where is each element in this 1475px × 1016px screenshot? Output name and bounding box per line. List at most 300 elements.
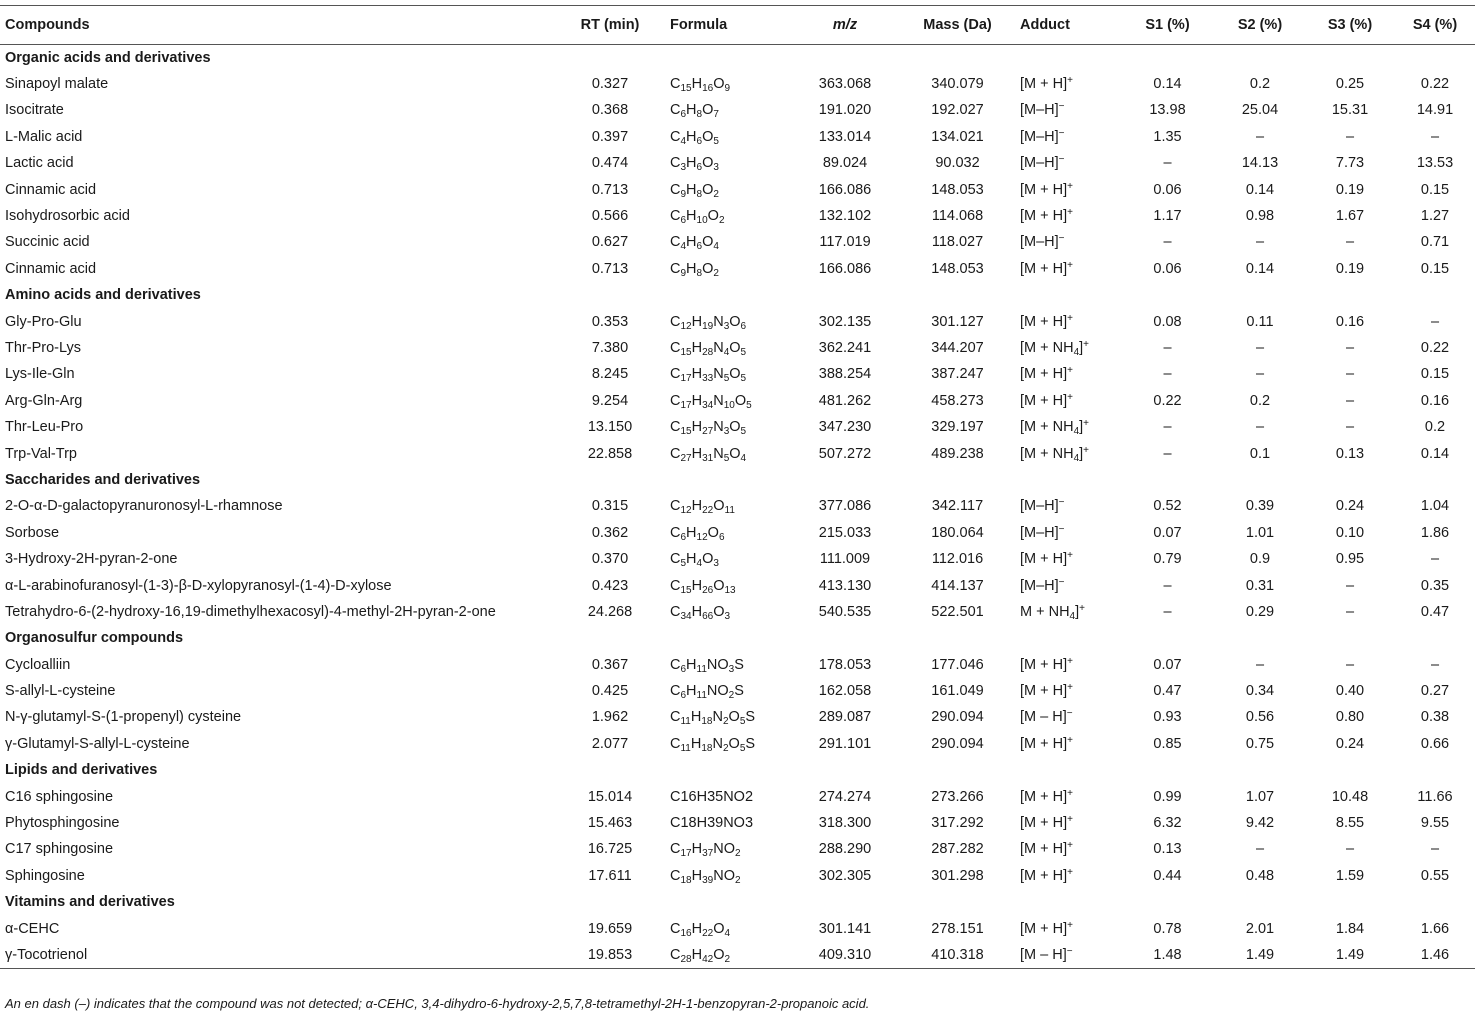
cell-formula: $C_9H_8O_2$ [670, 260, 719, 279]
cell-s1: – [1163, 603, 1172, 620]
cell-rt: 19.659 [587, 920, 633, 937]
cell-compound: N-γ-glutamyl-S-(1-propenyl) cysteine [5, 709, 242, 726]
cell-formula: $C_{15}H_{27}N_3O_5$ [670, 419, 747, 438]
cell-compound: Arg-Gln-Arg [5, 392, 83, 409]
cell-s4: 1.86 [1420, 524, 1450, 541]
cell-mass: 180.064 [931, 524, 984, 541]
cell-compound: 3-Hydroxy-2H-pyran-2-one [5, 551, 178, 568]
cell-s3: – [1345, 656, 1355, 673]
cell-s1: – [1163, 445, 1172, 462]
cell-s4: – [1430, 656, 1440, 673]
cell-formula: $C_{17}H_{37}NO_2$ [670, 841, 741, 860]
cell-adduct: [M + H]+ [1020, 312, 1073, 330]
table-row [0, 651, 1475, 677]
cell-s1: 0.06 [1153, 260, 1182, 277]
cell-s3: 10.48 [1331, 788, 1369, 805]
cell-adduct: [M + H]+ [1020, 75, 1073, 93]
cell-adduct: [M + H]+ [1020, 840, 1073, 858]
cell-compound: Gly-Pro-Glu [5, 313, 82, 330]
table-row [0, 229, 1475, 255]
group-title: Organic acids and derivatives [5, 49, 211, 66]
cell-s3: – [1345, 577, 1355, 594]
cell-mass: 414.137 [931, 577, 984, 594]
cell-s1: 0.85 [1153, 735, 1182, 752]
group-header-row [0, 467, 1475, 493]
cell-rt: 0.713 [591, 260, 629, 277]
cell-adduct: [M – H]− [1020, 708, 1073, 726]
cell-mz: 302.305 [818, 867, 872, 884]
cell-mz: 347.230 [818, 419, 872, 436]
cell-rt: 15.014 [587, 788, 633, 805]
cell-s3: 0.10 [1335, 524, 1365, 541]
cell-s4: 0.14 [1420, 445, 1450, 462]
header-compounds: Compounds [0, 6, 555, 45]
cell-s2: 0.75 [1245, 735, 1275, 752]
cell-s4: 9.55 [1420, 815, 1450, 832]
cell-rt: 0.566 [591, 208, 629, 225]
cell-s4: 0.16 [1420, 392, 1450, 409]
cell-s4: – [1430, 841, 1440, 858]
cell-formula: $C_{34}H_{66}O_3$ [670, 603, 731, 622]
cell-adduct: [M–H]− [1020, 127, 1065, 145]
cell-adduct: [M–H]− [1020, 233, 1065, 251]
cell-rt: 0.362 [591, 524, 629, 541]
cell-mass: 287.282 [931, 841, 984, 858]
cell-s2: 2.01 [1245, 920, 1275, 937]
cell-adduct: $M + NH_4]^+$ [1020, 602, 1085, 622]
cell-compound: Lactic acid [5, 155, 74, 172]
table-row [0, 361, 1475, 387]
cell-mz: 507.272 [818, 445, 872, 462]
cell-s1: 0.99 [1153, 788, 1182, 805]
cell-s2: 1.01 [1245, 524, 1275, 541]
cell-s4: 0.15 [1420, 260, 1450, 277]
cell-rt: 19.853 [555, 942, 665, 968]
table-row [0, 810, 1475, 836]
cell-s4: – [1430, 128, 1440, 145]
table-row [0, 97, 1475, 123]
table-row [0, 335, 1475, 361]
cell-s1: 0.22 [1153, 392, 1182, 409]
cell-s1: – [1163, 419, 1172, 436]
cell-adduct: [M + H]+ [1020, 259, 1073, 277]
cell-s3: – [1345, 841, 1355, 858]
cell-mz: 413.130 [818, 577, 872, 594]
cell-s2: 25.04 [1241, 102, 1279, 119]
cell-s3: 0.24 [1335, 735, 1365, 752]
cell-s1: – [1163, 339, 1172, 356]
cell-rt: 13.150 [587, 419, 633, 436]
cell-adduct: [M + H]+ [1020, 655, 1073, 673]
cell-mz: 178.053 [818, 656, 872, 673]
cell-mz: 363.068 [818, 76, 872, 93]
cell-adduct: [M + H]+ [1020, 866, 1073, 884]
cell-s4: 0.35 [1420, 577, 1450, 594]
cell-mass: 290.094 [931, 709, 984, 726]
cell-adduct: [M + H]+ [1020, 919, 1073, 937]
cell-s1: 0.14 [1153, 76, 1182, 93]
cell-compound: γ-Tocotrienol [0, 942, 555, 968]
table-row [0, 783, 1475, 809]
cell-s1: 0.07 [1153, 656, 1182, 673]
table-row [0, 942, 1475, 968]
table-row [0, 731, 1475, 757]
cell-mz: 166.086 [818, 181, 872, 198]
cell-mz: 302.135 [818, 313, 872, 330]
group-header-row [0, 625, 1475, 651]
cell-s4: 0.22 [1420, 76, 1450, 93]
cell-s1: 0.44 [1153, 867, 1182, 884]
cell-s4: 0.55 [1420, 867, 1450, 884]
cell-compound: Tetrahydro-6-(2-hydroxy-16,19-dimethylhexacosyl)-4-methyl-2H-pyran-2-one [5, 603, 496, 620]
cell-mass: 522.501 [931, 603, 984, 620]
cell-compound: Sinapoyl malate [5, 76, 109, 93]
cell-mz: 301.141 [818, 920, 872, 937]
cell-mz: 166.086 [818, 260, 872, 277]
cell-s3: 0.16 [1335, 313, 1365, 330]
cell-compound: Cinnamic acid [5, 260, 97, 277]
cell-mz: 162.058 [818, 683, 872, 700]
table-row [0, 150, 1475, 176]
cell-adduct: [M–H]− [1020, 576, 1065, 594]
cell-s4: – [1430, 313, 1440, 330]
cell-mass: 410.318 [900, 942, 1015, 968]
cell-formula: $C_{27}H_{31}N_5O_4$ [670, 445, 747, 464]
table-footnote: An en dash (–) indicates that the compound was not detected; α-CEHC, 3,4-dihydro-6-hydroxy-2,5,7,8-tetramethyl-2H-1-benzopyran-2-propanoic acid. [5, 996, 870, 1011]
cell-rt: 9.254 [591, 392, 629, 409]
cell-adduct: [M–H]− [1020, 497, 1065, 515]
cell-mz: 191.020 [818, 102, 872, 119]
group-header-row [0, 757, 1475, 783]
cell-compound: C17 sphingosine [5, 841, 114, 858]
cell-rt: 22.858 [587, 445, 633, 462]
cell-mass: 273.266 [931, 788, 984, 805]
cell-s4: 0.15 [1420, 366, 1450, 383]
group-header-row [0, 282, 1475, 308]
cell-compound: Cinnamic acid [5, 181, 97, 198]
cell-mass: 114.068 [931, 208, 984, 225]
cell-rt: 0.327 [591, 76, 629, 93]
cell-s3: 1.59 [1335, 867, 1365, 884]
cell-s2: – [1255, 339, 1265, 356]
cell-compound: Succinic acid [5, 234, 90, 251]
table-row [0, 124, 1475, 150]
cell-s1: 6.32 [1153, 815, 1182, 832]
group-title: Saccharides and derivatives [5, 471, 201, 488]
cell-compound: 2-O-α-D-galactopyranuronosyl-L-rhamnose [5, 498, 283, 515]
cell-mz: 111.009 [819, 551, 871, 568]
cell-adduct: [M + H]+ [1020, 682, 1073, 700]
cell-mass: 340.079 [931, 76, 984, 93]
cell-s4: – [1430, 551, 1440, 568]
cell-compound: S-allyl-L-cysteine [5, 683, 116, 700]
cell-mz: 117.019 [819, 234, 871, 251]
cell-s1: 0.93 [1153, 709, 1182, 726]
header-s4: S4 (%) [1395, 6, 1475, 45]
cell-s4: 0.27 [1420, 683, 1450, 700]
cell-s1: 0.79 [1153, 551, 1182, 568]
cell-compound: Isohydrosorbic acid [5, 208, 130, 225]
cell-mass: 344.207 [931, 339, 984, 356]
cell-formula: C16H35NO2 [670, 788, 754, 805]
cell-s4: 13.53 [1416, 155, 1454, 172]
cell-s2: 1.07 [1245, 788, 1275, 805]
cell-adduct: [M–H]− [1020, 154, 1065, 172]
cell-rt: 24.268 [587, 603, 633, 620]
cell-s1: – [1163, 234, 1172, 251]
cell-s2: 0.39 [1245, 498, 1275, 515]
cell-s2: 0.2 [1249, 76, 1271, 93]
cell-s3: 1.49 [1305, 942, 1395, 968]
cell-s2: 0.34 [1245, 683, 1275, 700]
cell-s1: 0.08 [1153, 313, 1182, 330]
cell-rt: 0.367 [591, 656, 629, 673]
cell-s4: 14.91 [1416, 102, 1454, 119]
cell-adduct: $[M + NH_4]^+$ [1020, 444, 1090, 464]
cell-rt: 0.474 [591, 155, 629, 172]
cell-formula: $C_4H_6O_4$ [670, 234, 719, 253]
cell-s2: – [1255, 656, 1265, 673]
cell-compound: α-CEHC [5, 920, 60, 937]
table-header-row [0, 6, 1475, 45]
cell-mz: 291.101 [818, 735, 872, 752]
cell-s1: – [1163, 366, 1172, 383]
cell-mass: 192.027 [931, 102, 984, 119]
cell-s2: 0.31 [1245, 577, 1275, 594]
cell-s2: – [1255, 841, 1265, 858]
cell-rt: 0.370 [591, 551, 629, 568]
cell-mz: 289.087 [818, 709, 872, 726]
cell-mass: 112.016 [931, 551, 984, 568]
cell-s2: 0.9 [1249, 551, 1271, 568]
cell-formula: $C_{15}H_{16}O_9$ [670, 76, 731, 95]
cell-mz: 132.102 [818, 208, 872, 225]
cell-adduct: [M + H]+ [1020, 180, 1073, 198]
cell-rt: 17.611 [588, 867, 632, 884]
cell-mass: 329.197 [931, 419, 984, 436]
table-row [0, 704, 1475, 730]
cell-s1: 0.07 [1153, 524, 1182, 541]
table-row [0, 546, 1475, 572]
cell-formula: $C_6H_{11}NO_3S$ [670, 656, 744, 675]
cell-compound: L-Malic acid [5, 128, 83, 145]
cell-mass: 134.021 [931, 128, 984, 145]
cell-adduct: [M + H]+ [1020, 734, 1073, 752]
cell-s3: – [1345, 419, 1355, 436]
cell-rt: 0.423 [591, 577, 629, 594]
cell-formula: $C_{15}H_{26}O_{13}$ [670, 577, 736, 596]
cell-s3: 0.13 [1335, 445, 1365, 462]
compounds-table [0, 5, 1475, 969]
cell-mz: 318.300 [818, 815, 872, 832]
cell-mass: 118.027 [931, 234, 984, 251]
cell-s3: 0.19 [1335, 260, 1365, 277]
cell-s2: 9.42 [1245, 815, 1275, 832]
cell-s3: 0.25 [1335, 76, 1365, 93]
cell-adduct: [M + H]+ [1020, 550, 1073, 568]
cell-rt: 2.077 [591, 735, 629, 752]
cell-rt: 0.368 [591, 102, 629, 119]
cell-s3: 0.95 [1335, 551, 1365, 568]
cell-mz: 481.262 [818, 392, 872, 409]
header-formula: Formula [665, 6, 790, 45]
cell-adduct: [M + H]+ [1020, 787, 1073, 805]
cell-adduct: [M – H]− [1015, 942, 1120, 968]
cell-mass: 317.292 [931, 815, 984, 832]
cell-s4: 1.04 [1420, 498, 1450, 515]
cell-s4: 1.66 [1420, 920, 1450, 937]
group-title: Amino acids and derivatives [5, 287, 201, 304]
cell-s2: 0.48 [1245, 867, 1275, 884]
cell-rt: 1.962 [591, 709, 629, 726]
header-s2: S2 (%) [1215, 6, 1305, 45]
cell-s3: – [1345, 339, 1355, 356]
cell-mass: 90.032 [935, 155, 980, 172]
cell-formula: $C_{11}H_{18}N_2O_5S$ [670, 735, 756, 754]
cell-s3: – [1345, 603, 1355, 620]
cell-formula: $C_{12}H_{19}N_3O_6$ [670, 313, 747, 332]
cell-s1: 0.13 [1153, 841, 1182, 858]
cell-s2: 0.56 [1245, 709, 1275, 726]
cell-s2: 0.2 [1249, 392, 1271, 409]
group-title: Vitamins and derivatives [5, 894, 175, 911]
cell-formula: $C_3H_6O_3$ [670, 155, 719, 174]
cell-adduct: [M + H]+ [1020, 814, 1073, 832]
cell-mz: 133.014 [818, 128, 872, 145]
cell-s4: 0.38 [1420, 709, 1450, 726]
cell-s4: 0.22 [1420, 339, 1450, 356]
cell-s4: 1.27 [1420, 208, 1450, 225]
cell-rt: 15.463 [587, 815, 633, 832]
cell-s2: – [1255, 128, 1265, 145]
cell-s2: 1.49 [1215, 942, 1305, 968]
cell-mz: 362.241 [818, 339, 872, 356]
cell-s1: 13.98 [1149, 102, 1186, 119]
cell-s2: 0.98 [1245, 208, 1275, 225]
group-header-row [0, 889, 1475, 915]
cell-mass: 301.127 [931, 313, 984, 330]
cell-compound: Sphingosine [5, 867, 85, 884]
cell-mz: 409.310 [790, 942, 900, 968]
cell-mass: 148.053 [931, 260, 984, 277]
cell-s1: – [1163, 155, 1172, 172]
cell-compound: Thr-Leu-Pro [5, 419, 84, 436]
cell-s4: 0.66 [1420, 735, 1450, 752]
cell-mass: 489.238 [931, 445, 984, 462]
cell-rt: 0.353 [591, 313, 629, 330]
table-row [0, 308, 1475, 334]
cell-s2: – [1255, 366, 1265, 383]
cell-mass: 301.298 [931, 867, 984, 884]
header-s3: S3 (%) [1305, 6, 1395, 45]
cell-formula: $C_5H_4O_3$ [670, 551, 719, 570]
cell-rt: 0.425 [591, 683, 629, 700]
table-row [0, 520, 1475, 546]
cell-s4: 1.46 [1395, 942, 1475, 968]
cell-mz: 215.033 [818, 524, 872, 541]
cell-s3: 7.73 [1335, 155, 1365, 172]
cell-formula: $C_{28}H_{42}O_2$ [665, 942, 790, 968]
cell-mass: 148.053 [931, 181, 984, 198]
table-row [0, 863, 1475, 889]
cell-adduct: $[M + NH_4]^+$ [1020, 338, 1090, 358]
table-row [0, 599, 1475, 625]
cell-s4: 0.71 [1420, 234, 1450, 251]
header-adduct: Adduct [1015, 6, 1120, 45]
table-row [0, 493, 1475, 519]
cell-s2: – [1255, 234, 1265, 251]
cell-adduct: [M + H]+ [1020, 365, 1073, 383]
table-row [0, 256, 1475, 282]
cell-rt: 8.245 [591, 366, 629, 383]
cell-formula: $C_6H_8O_7$ [670, 102, 719, 121]
cell-s4: 11.66 [1417, 788, 1453, 805]
cell-s1: – [1163, 577, 1172, 594]
cell-formula: $C_{18}H_{39}NO_2$ [670, 867, 741, 886]
cell-adduct: [M–H]− [1020, 523, 1065, 541]
cell-formula: $C_{15}H_{28}N_4O_5$ [670, 339, 747, 358]
cell-s3: 0.80 [1335, 709, 1365, 726]
cell-formula: $C_{12}H_{22}O_{11}$ [670, 498, 735, 517]
cell-compound: α-L-arabinofuranosyl-(1-3)-β-D-xylopyranosyl-(1-4)-D-xylose [5, 577, 392, 594]
cell-s1: 0.78 [1153, 920, 1182, 937]
table-row [0, 388, 1475, 414]
cell-formula: $C_6H_{12}O_6$ [670, 524, 725, 543]
cell-compound: Trp-Val-Trp [5, 445, 77, 462]
cell-s2: 0.1 [1249, 445, 1271, 462]
cell-mz: 388.254 [818, 366, 872, 383]
table-row [0, 440, 1475, 466]
cell-mass: 278.151 [931, 920, 984, 937]
cell-s3: 0.19 [1335, 181, 1365, 198]
table-row [0, 836, 1475, 862]
table-row [0, 678, 1475, 704]
cell-formula: $C_{11}H_{18}N_2O_5S$ [670, 709, 756, 728]
header-mz: m/z [790, 6, 900, 45]
cell-adduct: $[M + NH_4]^+$ [1020, 418, 1090, 438]
group-title: Organosulfur compounds [5, 630, 184, 647]
cell-formula: $C_{17}H_{34}N_{10}O_5$ [670, 392, 752, 411]
cell-s4: 0.2 [1424, 419, 1446, 436]
cell-s1: 0.06 [1153, 181, 1182, 198]
cell-compound: Phytosphingosine [5, 815, 120, 832]
cell-s3: 1.67 [1335, 208, 1365, 225]
cell-s2: 0.29 [1245, 603, 1275, 620]
cell-adduct: [M + H]+ [1020, 207, 1073, 225]
table-row [0, 176, 1475, 202]
cell-rt: 0.397 [591, 128, 629, 145]
cell-compound: C16 sphingosine [5, 788, 114, 805]
cell-mass: 177.046 [931, 656, 984, 673]
table-row [0, 572, 1475, 598]
table-row [0, 414, 1475, 440]
cell-s1: 1.35 [1153, 128, 1182, 145]
header-rt: RT (min) [555, 6, 665, 45]
cell-formula: $C_4H_6O_5$ [670, 128, 719, 147]
cell-rt: 0.627 [591, 234, 629, 251]
header-s1: S1 (%) [1120, 6, 1215, 45]
cell-s1: 1.17 [1153, 208, 1182, 225]
cell-formula: $C_9H_8O_2$ [670, 181, 719, 200]
cell-mz: 274.274 [818, 788, 872, 805]
cell-compound: γ-Glutamyl-S-allyl-L-cysteine [5, 735, 190, 752]
group-header-row [0, 45, 1475, 71]
cell-s3: 0.40 [1335, 683, 1365, 700]
cell-rt: 0.713 [591, 181, 629, 198]
cell-s4: 0.15 [1420, 181, 1450, 198]
cell-compound: Cycloalliin [5, 656, 71, 673]
cell-formula: $C_{16}H_{22}O_4$ [670, 920, 731, 939]
